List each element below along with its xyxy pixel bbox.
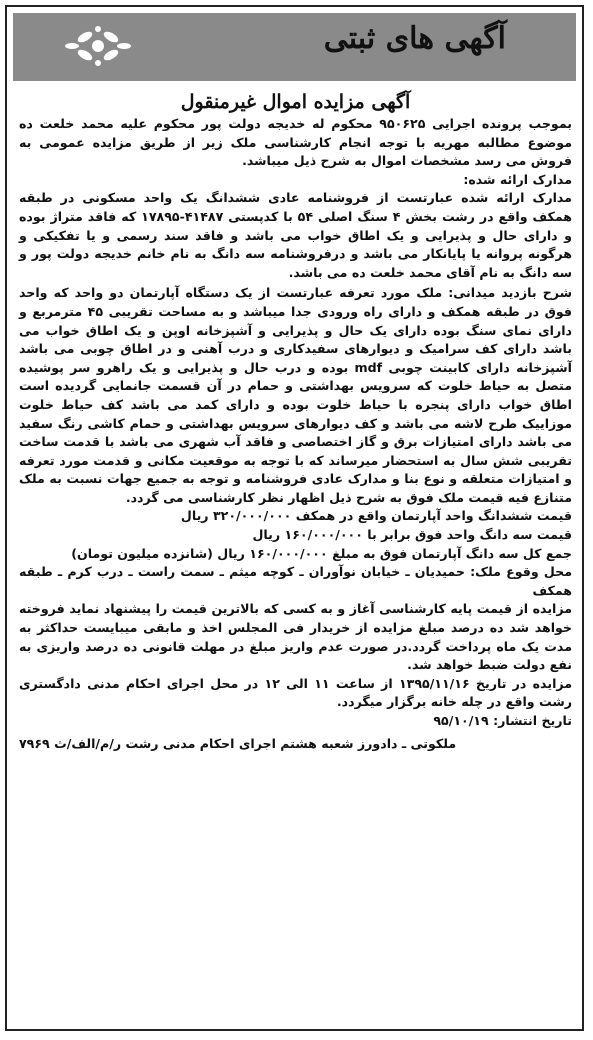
publish-label: تاریخ انتشار: [493,713,572,728]
inspection-text: شرح بازدید میدانی: ملک مورد تعرفه عبارتست از یک دستگاه آپارتمان دو واحد که واحد فوق در طبقه همکف و دارای راه ورودی جدا میباشد و به مساحت تقریبی ۴۵ مترمربع و دارای نمای سنگ بوده دارای یک حال و پذیرایی و آشپزخانه اوپن و یک اطاق خواب می باشد دارای کف سرامیک و دیوارهای سفیدکاری و درب آهنی و در اطاق چوبی می باشد آشپزخانه دارای کابینت چوبی mdf بوده و درب حال و پذیرایی و یک راهرو سر پوشیده متصل به حیاط خلوت که سرویس بهداشتی و حمام در آن قسمت جانمایی گردیده است اطاق خواب دارای پنجره با حیاط خلوت بوده و دارای کمد می باشد کف حیاط خلوت موزاییک طرح لاشه می باشد و کف دیوارهای سرویس بهداشتی و حمام کاشی رنگ سفید می باشد دارای امتیازات برق و گاز اختصاصی و فاقد آب شهری می باشد با قدمت ساخت تقریبی شش سال به استحضار میرساند که با توجه به موقعیت مکانی و قدمت مورد تعرفه و امتیازات متعلقه و نوع بنا و مدارک عادی فروشنامه و توجه به جمیع جهات نسبت به ملک متنازع فیه قیمت ملک فوق به شرح ذیل اظهار نظر کارشناسی می گردد. [19,285,572,505]
property-location: محل وقوع ملک: حمیدیان ـ خیابان نوآوران ـ کوچه میثم ـ سمت راست ـ درب کرم ـ طبقه همکف [19,564,572,598]
header-title: آگهی های ثبتی [323,21,506,56]
documents-text: مدارک ارائه شده عبارتست از فروشنامه عادی ششدانگ یک واحد مسکونی در طبقه همکف واقع در رشت بخش ۴ سنگ اصلی ۵۴ با کدپستی ۴۱۴۸۷-۱۷۸۹۵ که فاقد متراژ بوده و دارای حال و پذیرایی و یک اطاق خواب می باشد و فاقد سند رسمی و یا تفکیکی و هرگونه پروانه یا پایانکار می باشد و درفروشنامه سه دانگ به نام خانم خدیجه دولت پور و سه دانگ به نام آقای محمد خلعت ده می باشد. [19,190,572,280]
documents-heading: مدارک ارائه شده: [463,171,572,187]
floral-ornament-icon [63,23,133,69]
auction-schedule: مزایده در تاریخ ۱۳۹۵/۱۱/۱۶ از ساعت ۱۱ الی ۱۲ در محل اجرای احکام مدنی دادگستری رشت واقع در چله خانه برگزار میگردد. [19,675,573,710]
section-header [13,13,576,81]
notice-title: آگهی مزایده اموال غیرمنقول [180,91,411,113]
price-line-1: قیمت ششدانگ واحد آپارتمان واقع در همکف ۳۲۰/۰۰۰/۰۰۰ ریال [180,508,572,524]
notice-page [5,5,584,1031]
publish-info [19,712,572,731]
price-line-2: قیمت سه دانگ واحد فوق برابر با ۱۶۰/۰۰۰/۰۰۰ ریال [252,527,572,543]
auction-terms: مزایده از قیمت پایه کارشناسی آغاز و به کسی که بالاترین قیمت را پیشنهاد نماید فروخته خواهد شد ده درصد مبلغ مزایده از خریدار فی المجلس اخذ و مابقی میبایست حداکثر به مدت یک ماه پرداخت گردد.در صورت عدم واریز مبلغ در مهلت قانونی ده درصد واریزی به نفع دولت ضبط خواهد شد. [19,601,572,673]
notice-body [19,89,572,1027]
signature-line: ملکوتی ـ دادورز شعبه هشتم اجرای احکام مدنی رشت ر/م/الف/ث ۷۹۶۹ [19,735,457,751]
price-total: جمع کل سه دانگ آپارتمان فوق به مبلغ ۱۶۰/۰۰۰/۰۰۰ ریال (شانزده میلیون تومان) [71,545,572,561]
publish-date: ۹۵/۱۰/۱۹ [433,713,489,728]
notice-intro: بموجب پرونده اجرایی ۹۵۰۶۲۵ محکوم له خدیجه دولت پور محکوم علیه محمد خلعت ده موضوع مطالبه مهریه با توجه انجام کارشناسی ملک زیر از طریق مزایده عمومی به فروش می رسد مشخصات اموال به شرح ذیل میباشد. [19,116,572,169]
